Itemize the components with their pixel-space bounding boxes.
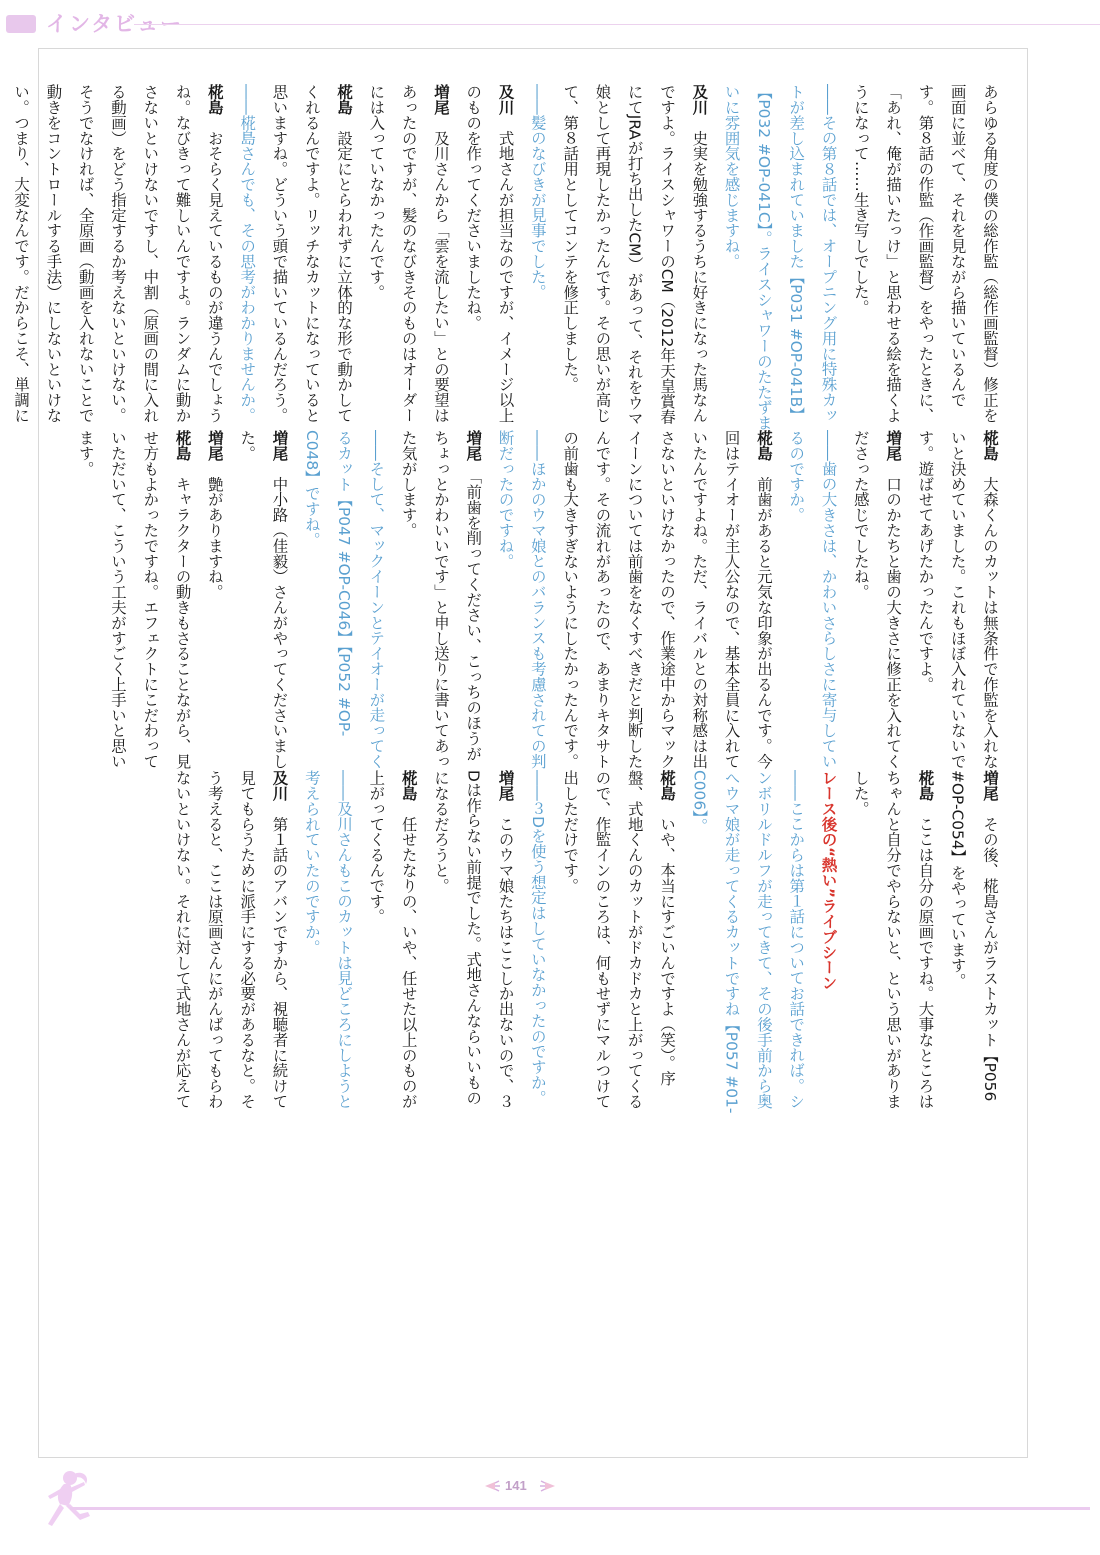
paragraph: [199, 430, 231, 770]
text-tier-middle: [66, 430, 1006, 770]
paragraph: [845, 770, 942, 1115]
speaker-name: 増尾: [981, 770, 999, 817]
answer-text: 中小路（佳毅）さんがやってくださいました。: [238, 430, 289, 769]
paragraph: [425, 770, 522, 1115]
answer-text: 及川さんから「雲を流したい」との要望はあったのですが、髪のなびきそのものはオーダーには入っていなかったんです。: [367, 84, 450, 423]
paragraph: [392, 430, 489, 770]
interviewer-question: ――ほかのウマ娘とのバランスも考慮されての判断だったのですね。: [496, 430, 547, 769]
footer-rule: [70, 1507, 1090, 1510]
answer-text: その後、椛島さんがラストカット【P056 #OP-C054】をやっています。: [948, 770, 999, 1102]
answer-text: あらゆる角度の僕の総作監（総作画監督）修正を画面に並べて、それを見ながら描いているんです。第８話の作監（作画監督）をやったときに、「あれ、俺が描いたっけ」と思わせる絵を描くようになって……生き写しでした。: [851, 84, 999, 423]
interviewer-question: ――椛島さんでも、その思考がわかりませんか。: [238, 84, 257, 423]
answer-text: キャラクターの動きもさることながら、見せ方もよかったですね。エフェクトにこだわっていただいて、こういう工夫がすごく上手いと思います。: [76, 430, 192, 769]
speaker-name: 椛島: [916, 770, 935, 817]
speaker-name: 椛島: [754, 430, 773, 477]
interviewer-question: ――髪のなびきが見事でした。: [528, 84, 547, 300]
tier-text: [66, 430, 1006, 770]
speaker-name: 増尾: [884, 430, 903, 477]
paragraph: [941, 770, 1006, 1115]
paragraph: [360, 84, 457, 432]
answer-text: ここは自分の原画ですね。大事なところはちゃんと自分でやらないと、という思いがありました。: [851, 770, 935, 1109]
paragraph: [909, 430, 1006, 770]
speaker-name: 椛島: [335, 84, 354, 131]
paragraph: [780, 430, 845, 770]
paragraph: [295, 770, 360, 1115]
paragraph: [554, 770, 683, 1115]
answer-text: 任せたなりの、いや、任せた以上のものが上がってくるんです。: [367, 770, 418, 1109]
answer-text: 「前歯を削ってください、こっちのほうがちょっとかわいいです」と申し送りに書いてあった気がします。: [399, 430, 483, 769]
answer-text: 式地さんが担当なのですが、イメージ以上のものを作ってくださいましたね。: [464, 84, 515, 423]
speaker-name: 及川: [690, 84, 709, 131]
paragraph: [295, 430, 392, 770]
section-heading: レース後の“熱い”ライブシーン: [819, 770, 838, 991]
speaker-name: 増尾: [431, 84, 450, 131]
paragraph: [845, 84, 1006, 432]
answer-text: おそらく見えているものが違うんでしょうね。なびきって難しいんですよ。ランダムに動かさないといけないですし、中割（原画の間に入れる動画）をどう指定するか考えないといけない。そうでなければ、全原画（動画を入れないことで動きをコントロールする手法）にしないといけない。つまり、大変なんです。だからこそ、単調に: [12, 84, 224, 423]
speaker-name: 及川: [270, 770, 289, 817]
paragraph: [360, 770, 425, 1115]
paragraph: [69, 430, 198, 770]
speaker-name: 椛島: [399, 770, 418, 817]
running-girl-silhouette-icon: [40, 1468, 94, 1540]
paragraph: [554, 84, 715, 432]
answer-text: 第１話のアバンですから、視聴者に続けて見てもらうために派手にする必要があるなと。そう考えると、ここは原画さんにがんばってもらわないといけない。それに対して式地さんが応えて: [173, 770, 289, 1109]
answer-text: 設定にとらわれずに立体的な形で動かしてくれるんですよ。リッチなカットになっていると思いますね。どういう頭で描いているんだろう。: [270, 84, 354, 423]
paragraph: [522, 770, 554, 1115]
paragraph: [457, 84, 522, 432]
section-title: インタビュー: [46, 12, 184, 36]
speaker-name: 増尾: [205, 430, 224, 477]
paragraph: [812, 770, 844, 1115]
speaker-name: 椛島: [981, 430, 999, 477]
paragraph: [0, 84, 231, 432]
answer-text: 口のかたちと歯の大きさに修正を入れてくださった感じでしたね。: [851, 430, 903, 769]
carrot-ornament-icon: [540, 1480, 556, 1492]
paragraph: [489, 430, 554, 770]
tier-text: [12, 84, 1006, 432]
answer-text: いや、本当にすごいんですよ（笑）。序盤、式地くんのカットがドカドカと上がってくるので、作監インのころは、何もせずにマルつけて出しただけです。: [561, 770, 677, 1109]
speaker-name: 椛島: [658, 770, 677, 817]
header-rule: [134, 24, 1100, 25]
paragraph: [554, 430, 780, 770]
interviewer-question: ――３Dを使う想定はしていなかったのですか。: [528, 770, 547, 1106]
speaker-name: 及川: [496, 84, 515, 131]
interviewer-question: ――そして、マックイーンとテイオーが走ってくるカット【P047 #OP-C046】【P052 #OP-C048】ですね。: [302, 430, 386, 769]
paragraph: [522, 84, 554, 432]
text-tier-top: [12, 84, 1006, 432]
header-tab-marker: [6, 15, 36, 33]
page-number: 141: [505, 1478, 527, 1493]
interviewer-question: ――歯の大きさは、かわいさらしさに寄与しているのですか。: [787, 430, 838, 769]
speaker-name: 椛島: [173, 430, 192, 477]
paragraph: [231, 430, 296, 770]
interviewer-question: ――ここからは第１話についてお話できれば。シンボリルドルフが走ってきて、その後手前から奥へウマ娘が走ってくるカットですね【P057 #01-C006】。: [690, 770, 806, 1114]
speaker-name: 増尾: [496, 770, 515, 817]
paragraph: [845, 430, 910, 770]
interviewer-question: ――及川さんもこのカットは見どころにしようと考えられていたのですか。: [302, 770, 354, 1109]
answer-text: このウマ娘たちはここしか出ないので、３Dは作らない前提でした。式地さんならいいものになるだろうと。: [431, 770, 515, 1109]
answer-text: 史実を勉強するうちに好きになった馬なんですよ。ライスシャワーのCM（2012年天皇賞春にてJRAが打ち出したCM）があって、それをウマ娘として再現したかったんです。その思いが高じて、第８話用としてコンテを修正しました。: [561, 84, 709, 426]
speaker-name: 増尾: [270, 430, 289, 477]
speaker-name: 増尾: [464, 430, 483, 477]
answer-text: 前歯があると元気な印象が出るんです。今回はテイオーが主人公なので、基本全員に入れていたんですよね。ただ、ライバルとの対称感は出さないといけなかったので、作業途中からマックイーンについては前歯をなくすべきだと判断したんです。その流れがあったので、あまりキタサトの前歯も大きすぎないようにしたかったんです。: [561, 430, 773, 769]
paragraph: [166, 770, 295, 1115]
paragraph: [263, 84, 360, 432]
paragraph: [231, 84, 263, 432]
answer-text: 大森くんのカットは無条件で作監を入れないと決めていました。これもほぼ入れていないです。遊ばせてあげたかったんですよ。: [916, 430, 999, 769]
interviewer-question: ――その第８話では、オープニング用に特殊カットが差し込まれていました【P031 #OP-041B】【P032 #OP-041C】。ライスシャワーのたたずまいに雰囲気を感じますね。: [722, 84, 838, 431]
speaker-name: 椛島: [205, 84, 224, 131]
carrot-ornament-icon: [484, 1480, 500, 1492]
answer-text: 艶がありますね。: [205, 476, 224, 600]
paragraph: [683, 770, 812, 1115]
text-tier-bottom: [66, 770, 1006, 1115]
tier-text: [66, 770, 1006, 1115]
paragraph: [715, 84, 844, 432]
